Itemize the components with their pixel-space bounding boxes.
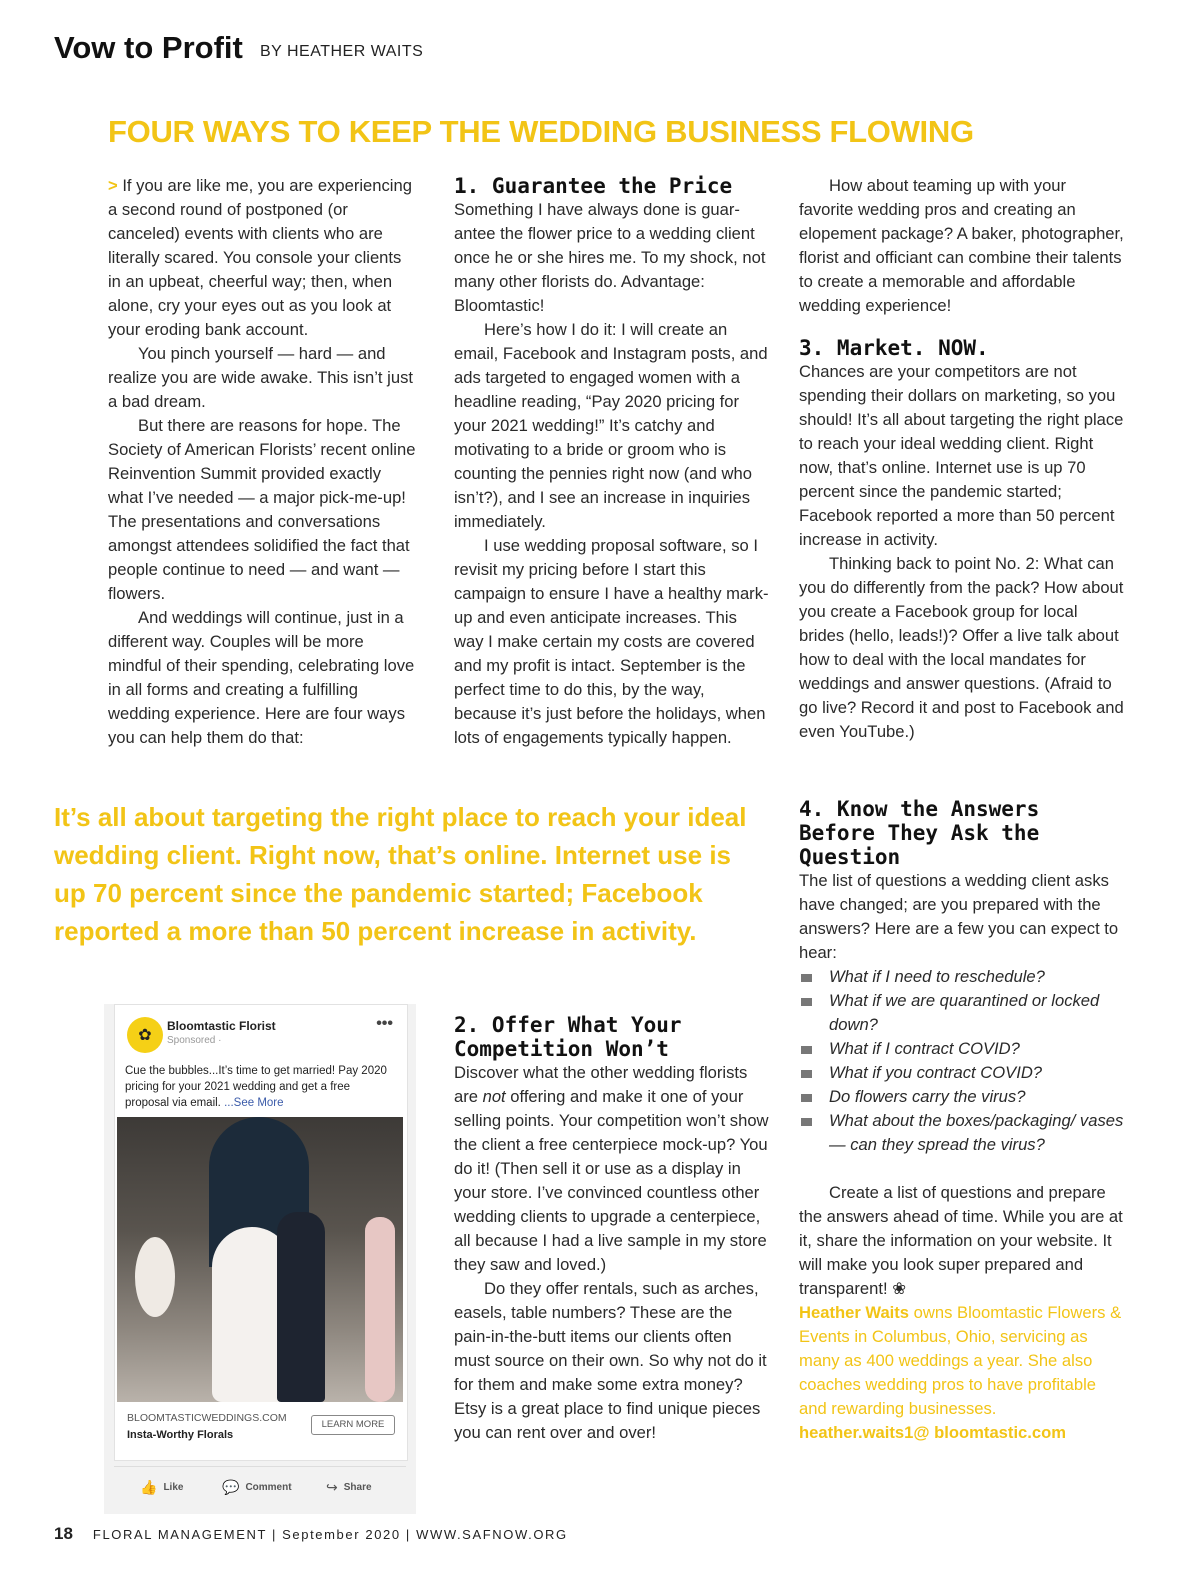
column-3: [799, 174, 1124, 744]
bullet-icon: [801, 974, 812, 982]
paragraph: But there are reasons for hope. The Society of American Florists’ recent online Reinvention Summit provided exactly what I’ve needed — a major pick-me-up! The presentations and conversations amongst attendees solidified the fact that people continue to need — and want — flowers.: [108, 416, 416, 603]
ad-url: BLOOMTASTICWEDDINGS.COM: [127, 1412, 287, 1424]
sponsored-label: Sponsored ·: [167, 1035, 222, 1046]
share-button[interactable]: ↪ Share: [326, 1479, 372, 1495]
footer: [54, 1524, 568, 1544]
paragraph: I use wedding proposal software, so I revisit my pricing before I start this campaign to ensure I have a healthy mark-up and even anticipate increases. This way I make certain my costs are covered and my profit is intact. September is the perfect time to do this, by the way, because it’s just before the holidays, when lots of engagements typically happen.: [454, 536, 769, 747]
flower-logo-icon: ✿: [127, 1017, 163, 1053]
comment-icon: 💬: [222, 1479, 240, 1495]
ad-page-name[interactable]: Bloomtastic Florist: [167, 1019, 276, 1033]
footer-text: FLORAL MANAGEMENT | September 2020 | WWW.SAFNOW.ORG: [92, 1527, 568, 1542]
paragraph: Here’s how I do it: I will create an email, Facebook and Instagram posts, and ads targeted to engaged women with a headline reading, “Pay 2020 pricing for your 2021 wedding!” It’s catchy and motivating to a bride or groom who is counting the pennies right now (and who isn’t?), and I see an increase in inquiries immediately.: [454, 320, 768, 531]
bullet-icon: [801, 1070, 812, 1078]
paragraph: Thinking back to point No. 2: What can you do differently from the pack? How about you create a Facebook group for local brides (hello, leads!)? Offer a live talk about how to deal with the local mandates for weddings and answer questions. (Afraid to go live? Record it and post to Facebook and even YouTube.): [799, 554, 1124, 741]
ad-card: [114, 1004, 408, 1461]
list-item: What about the boxes/packaging/ vases — can they spread the virus?: [799, 1109, 1124, 1157]
list-item: What if I need to reschedule?: [799, 965, 1124, 989]
bullet-icon: [801, 1094, 812, 1102]
thumbs-up-icon: 👍: [140, 1479, 158, 1495]
column-2: [454, 174, 769, 750]
bullet-icon: [801, 1118, 812, 1126]
subhead-1: 1. Guarantee the Price: [454, 174, 733, 198]
paragraph: Chances are your competitors are not spending their dollars on marketing, so you should! It’s all about targeting the right place to reach your ideal wedding client. Right now, that’s online. Internet use is up 70 percent since the pandemic started; Facebook reported a more than 50 percent increase in activity.: [799, 362, 1124, 549]
headline: FOUR WAYS TO KEEP THE WEDDING BUSINESS FLOWING: [108, 114, 974, 149]
see-more-link[interactable]: ...See More: [224, 1097, 284, 1109]
subhead-4: 4. Know the Answers Before They Ask the Question: [799, 797, 1040, 869]
intro-paragraph: If you are like me, you are experiencing a second round of postponed (or canceled) events with clients who are literally scared. You console your clients in an upbeat, cheerful way; then, when alone, cry your eyes out as you look at your eroding bank account.: [108, 176, 412, 339]
pull-quote: It’s all about targeting the right place to reach your ideal wedding client. Right now, that’s online. Internet use is up 70 percent since the pandemic started; Facebook reported a more than 50 percent increase in activity.: [54, 802, 747, 946]
paragraph: The list of questions a wedding client asks have changed; are you prepared with the answers? Here are a few you can expect to hear:: [799, 871, 1119, 962]
groom: [277, 1212, 325, 1402]
arrow-icon: >: [108, 176, 118, 195]
paragraph: Something I have always done is guarantee the flower price to a wedding client once he or she hires me. To my shock, not many other florists do. Advantage: Bloomtastic!: [454, 200, 766, 315]
ad-tagline: Insta-Worthy Florals: [127, 1429, 234, 1441]
author-email[interactable]: heather.waits1@ bloomtastic.com: [799, 1423, 1067, 1442]
paragraph: Do they offer rentals, such as arches, easels, table numbers? These are the pain-in-the-butt items our clients often must source on their own. So why not do it for them and make some extra money? Etsy is a great place to find unique pieces you can rent over and over!: [454, 1279, 767, 1442]
list-item: What if I contract COVID?: [799, 1037, 1124, 1061]
page-number: 18: [54, 1524, 73, 1543]
comment-button[interactable]: 💬 Comment: [222, 1479, 292, 1495]
wedding-photo: [117, 1117, 403, 1402]
byline: BY HEATHER WAITS: [260, 43, 424, 60]
list-item: What if we are quarantined or locked down?: [799, 989, 1124, 1037]
author-bio: Heather Waits owns Bloomtastic Flowers & Events in Columbus, Ohio, servicing as many as 400 weddings a year. She also coaches wedding pros to have profitable and rewarding businesses. heather.waits1@ bloomtastic.com: [799, 1303, 1122, 1442]
section-title: Vow to Profit: [54, 30, 243, 65]
paragraph: You pinch yourself — hard — and realize you are wide awake. This isn’t just a bad dream.: [108, 344, 413, 411]
list-item: Do flowers carry the virus?: [799, 1085, 1124, 1109]
question-list: [799, 965, 1124, 1157]
list-item: What if you contract COVID?: [799, 1061, 1124, 1085]
ad-actions: [114, 1466, 406, 1507]
share-icon: ↪: [326, 1479, 338, 1495]
paragraph: And weddings will continue, just in a different way. Couples will be more mindful of their spending, celebrating love in all forms and creating a fulfilling wedding experience. Here are four ways you can help them do that:: [108, 608, 415, 747]
subhead-2: 2. Offer What Your Competition Won’t: [454, 1013, 682, 1061]
bullet-icon: [801, 998, 812, 1006]
paragraph: Discover what the other wedding florists are not offering and make it one of your selling points. Your competition won’t show the client a free centerpiece mock-up? You do it! (Then sell it or use as a display in your store. I’ve convinced countless other wedding clients to upgrade a centerpiece, all because I had a live sample in my store they saw and loved.): [454, 1063, 769, 1274]
more-dots-icon[interactable]: •••: [376, 1015, 393, 1032]
column-2-lower: [454, 1013, 769, 1445]
column-3-lower: [799, 797, 1124, 1445]
learn-more-button[interactable]: LEARN MORE: [311, 1415, 395, 1435]
end-mark-icon: ❀: [892, 1279, 907, 1298]
column-1: [108, 174, 418, 750]
bouquet: [135, 1237, 175, 1317]
paragraph: How about teaming up with your favorite wedding pros and creating an elopement package? A baker, photographer, florist and officiant can combine their talents to create a memorable and affordable wedding experience!: [799, 176, 1124, 315]
paragraph: Create a list of questions and prepare the answers ahead of time. While you are at it, share the information on your website. It will make you look super prepared and transparent! ❀: [799, 1183, 1123, 1298]
like-button[interactable]: 👍 Like: [140, 1479, 184, 1495]
bridesmaid: [365, 1217, 395, 1402]
ad-text: Cue the bubbles...It’s time to get married! Pay 2020 pricing for your 2021 wedding and get a free proposal via email. ...See More: [125, 1065, 387, 1109]
facebook-ad: [104, 1004, 416, 1514]
subhead-3: 3. Market. NOW.: [799, 336, 989, 360]
bullet-icon: [801, 1046, 812, 1054]
